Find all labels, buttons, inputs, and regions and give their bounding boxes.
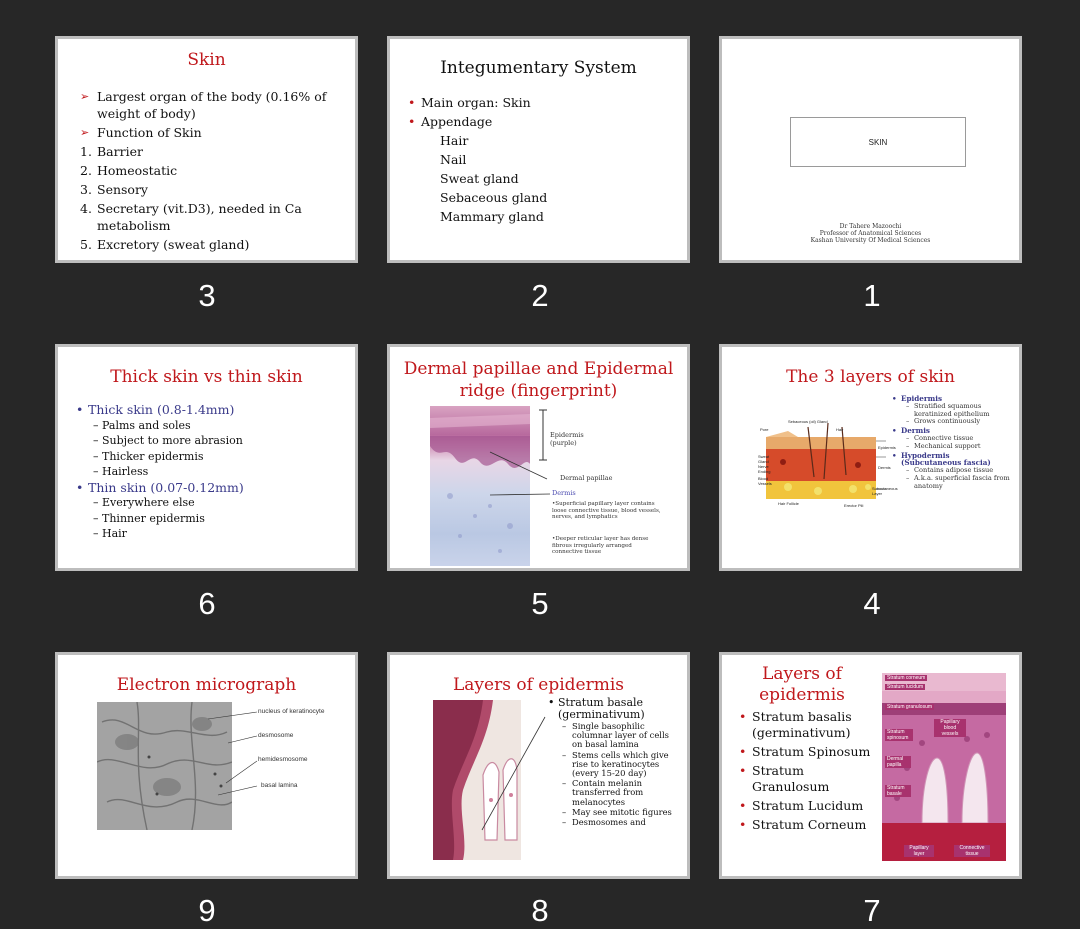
slide-title: Dermal papillae and Epidermal ridge (fingerprint) [403,359,674,401]
label-hemidesmosome: hemidesmosome [258,756,308,763]
sub-item: – Subject to more abrasion [93,434,243,447]
list-item: 5. Excretory (sweat gland) [80,237,250,252]
list-item: 2. Homeostatic [80,163,178,178]
list-item: • Stratum Granulosum [739,763,830,794]
sub-item: – Hairless [93,465,149,478]
diagram-label: Dermis [878,465,891,470]
sub-item: – Mechanical support [906,441,981,450]
slide-title: Layers of epidermis [759,664,845,705]
slide-body [739,709,879,833]
slide-thumbnail-1[interactable] [719,36,1022,263]
slide-number: 3 [198,278,216,313]
sub-item: Nail [440,152,467,167]
list-item: • Stratum basalis (germinativum) [739,709,852,740]
sub-item: – Desmosomes and [562,817,646,828]
slide-number: 5 [531,586,549,621]
image-label: Papillary blood vessels [934,719,966,737]
image-label: Connective tissue [954,845,990,857]
author-name: Dr Tahere Mazoochi [839,223,902,230]
label-epidermis: Epidermis (purple) [550,431,584,447]
sub-item: – Connective tissue [906,433,974,442]
list-item: 4. Secretary (vit.D3), needed in Ca metabolism [80,201,302,233]
slide-body [548,697,678,827]
list-item: • Stratum basale (germinativum) [548,696,645,721]
list-heading: • Epidermis [892,394,943,403]
author-info [722,223,1019,244]
slide-body [76,402,346,542]
sub-item: Hair [440,133,469,148]
label-nucleus: nucleus of keratinocyte [258,708,325,715]
diagram-label: Pore [760,427,769,432]
slide-body [80,88,342,253]
slide-number: 2 [531,278,549,313]
sub-item: Mammary gland [440,209,544,224]
slide-thumbnail-4[interactable] [719,344,1022,571]
sub-item: – Hair [93,527,127,540]
sub-item: Sebaceous gland [440,190,548,205]
sub-item: – Contains adipose tissue [906,466,994,475]
list-heading: • Hypodermis (Subcutaneous fascia) [892,450,991,468]
diagram-label: Epidermis [878,445,896,450]
image-label: Stratum basale [885,785,911,797]
list-heading: • Dermis [892,426,930,436]
sub-list [93,495,346,542]
sub-item: – Thicker epidermis [93,449,204,463]
list-item: ➢ Function of Skin [80,125,202,140]
slide-number: 9 [198,893,216,928]
slide-thumbnail-6[interactable] [55,344,358,571]
title-box [790,117,966,167]
slide-title: Integumentary System [440,58,637,78]
list-item: 1. Barrier [80,144,143,159]
epidermis-layers-image [882,673,1006,861]
label-basal-lamina: basal lamina [261,782,298,789]
sub-item: – Thinner epidermis [93,511,205,525]
diagram-label: Subcutaneous Layer [872,486,898,496]
slide-title: Electron micrograph [116,675,297,695]
image-label: Stratum spinosum [885,729,913,741]
sub-item: Sweat gland [440,171,519,186]
slide-body [892,395,1010,491]
sub-item: – A.k.a. superficial fascia from anatomy [906,473,1010,490]
sub-list [562,722,678,827]
sub-item: – Stratified squamous keratinized epithelium [906,401,990,418]
slide-title: The 3 layers of skin [786,367,955,387]
title-box-text: SKIN [868,137,888,147]
diagram-label: Hair Follicle [778,501,799,506]
slide-thumbnail-7[interactable] [719,652,1022,879]
list-item: ➢ Largest organ of the body (0.16% of weight of body) [80,89,327,121]
sub-item: – Stems cells which give rise to keratinocytes (every 15-20 day) [562,749,669,779]
slide-thumbnail-5[interactable] [387,344,690,571]
author-affiliation: Kashan University Of Medical Sciences [810,237,931,244]
slide-thumbnail-8[interactable] [387,652,690,879]
diagram-label: Sweat Gland [758,454,770,464]
sub-item: – Grows continuously [906,417,981,426]
list-item: • Main organ: Skin [408,95,531,110]
image-label: Papillary layer [904,845,934,857]
sub-list [93,418,346,480]
diagram-label: Hair [836,427,844,432]
image-label: Stratum granulosum [887,704,933,710]
diagram-label: Erector Pili [844,503,864,508]
slide-title: Layers of epidermis [452,675,624,695]
leader-lines [58,655,358,879]
note-reticular: •Deeper reticular layer has dense fibrous irregularly arranged connective tissue [552,536,649,556]
slide-number: 4 [863,586,881,621]
sub-item: – Single basophilic columnar layer of cells on basal lamina [562,721,669,750]
slide-body [408,94,678,225]
slide-title: Skin [187,50,226,70]
diagram-label: Blood Vessels [758,476,772,486]
list-item: • Appendage [408,114,493,129]
slide-thumbnail-9[interactable] [55,652,358,879]
slide-number: 8 [531,893,549,928]
slide-title: Thick skin vs thin skin [110,367,303,387]
skin-layers-diagram [758,417,898,512]
list-item: 3. Sensory [80,182,148,197]
image-label: Stratum lucidum [887,684,924,690]
slide-number: 7 [863,893,881,928]
image-label: Dermal papilla [885,756,911,768]
list-item: • Stratum Lucidum [739,798,864,813]
label-desmosome: desmosome [258,732,294,739]
diagram-label: Nerve Ending [758,464,771,474]
slide-number: 1 [863,278,881,313]
slide-thumbnail-2[interactable] [387,36,690,263]
list-item: • Stratum Corneum [739,817,867,832]
author-role: Professor of Anatomical Sciences [819,230,922,237]
label-dermal-papillae: Dermal papillae [560,474,613,482]
sub-item: – May see mitotic figures [562,806,672,817]
list-item: • Stratum Spinosum [739,744,871,759]
diagram-label: Sebaceous (oil) Gland [788,419,828,424]
list-heading: • Thick skin (0.8-1.4mm) [76,402,235,417]
sub-item: – Everywhere else [93,496,195,509]
slide-thumbnail-3[interactable] [55,36,358,263]
slide-number: 6 [198,586,216,621]
sub-item: – Contain melanin transferred from melanocytes [562,778,644,807]
note-papillary: •Superficial papillary layer contains loose connective tissue, blood vessels, nerves, and lymphatics [552,501,661,521]
label-dermis: Dermis [552,489,576,497]
image-label: Stratum corneum [887,675,926,681]
list-heading: • Thin skin (0.07-0.12mm) [76,479,244,495]
sub-item: – Palms and soles [93,418,191,432]
